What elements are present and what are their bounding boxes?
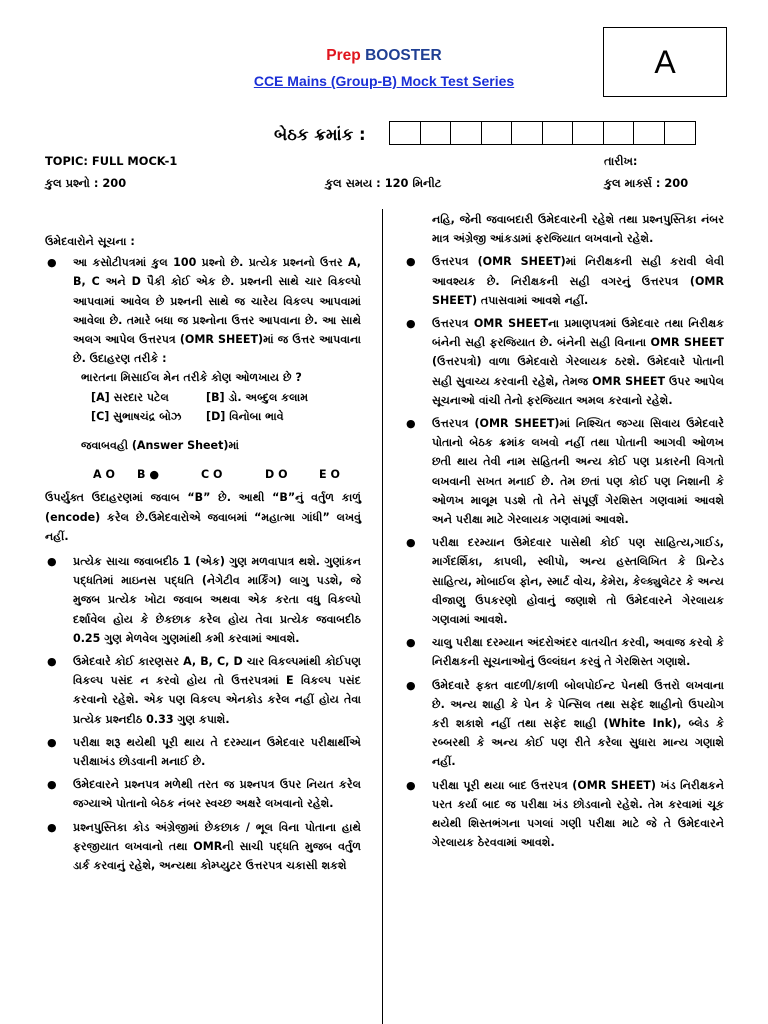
total-questions: કુલ પ્રશ્નો : 200 (45, 176, 127, 190)
answer-sheet-label: જવાબવહી (Answer Sheet)માં (81, 439, 239, 453)
instruction-item (45, 552, 361, 648)
column-divider (382, 209, 383, 1024)
instruction-text: પ્રશ્નપુસ્તિકા કોડ અંગ્રેજીમાં છેકછાક / ભૂલ વિના પોતાના હાથે ફરજીયાત લખવાનો તથા OMRની સાચી પદ્ધતિ મુજબ વર્તુળ ડાર્ક કરવાનું રહેશે, અન્યથા કોમ્પ્યુટર ઉત્તરપત્ર ચકાસી શકશે (73, 820, 361, 873)
instruction-text: પરીક્ષા પૂરી થયા બાદ ઉત્તરપત્ર (OMR SHEET) ખંડ નિરીક્ષકને પરત કર્યા બાદ જ પરીક્ષા ખંડ છોડવાનો રહેશે. તેમ કરવામાં ચૂક થયેથી શિસ્તભંગના પગલાં ગણી પરીક્ષા માટે જે તે ઉમેદવારને ગેરલાયક ઠેરવવામાં આવશે. (432, 778, 724, 850)
bubble-b: B ● (137, 468, 159, 482)
instruction-item (404, 314, 724, 410)
bullet-icon: ● (47, 555, 57, 569)
bullet-icon: ● (406, 317, 416, 331)
example-note: ઉપર્યુક્ત ઉદાહરણમાં જવાબ “B” છે. આથી “B”નું વર્તુળ કાળું (encode) કરેલ છે.ઉમેદવારોએ જવાબમાં “મહાત્મા ગાંધી” લખવું નહીં. (45, 491, 361, 543)
bullet-icon: ● (47, 778, 57, 792)
seat-digit-box[interactable] (543, 122, 574, 144)
bullet-icon: ● (406, 678, 416, 692)
instruction-text: આ કસોટીપત્રમાં કુલ 100 પ્રશ્નો છે. પ્રત્યેક પ્રશ્નનો ઉત્તર A, B, C અને D પૈકી કોઈ એક છે. પ્રશ્નની સાથે ચાર વિકલ્પો આપવામાં આવેલ છે પ્રશ્નની સાથે જ ચારેય વિકલ્પ આપવામાં આવેલા છે. તમારે બધા જ પ્રશ્નોના ઉત્તર આપવાના છે. આ સાથે અલગ આપેલ ઉત્તરપત્ર (OMR SHEET)માં જ ઉત્તર આપવાના છે. ઉદાહરણ તરીકે : (73, 256, 361, 366)
seat-digit-box[interactable] (573, 122, 604, 144)
seat-digit-box[interactable] (451, 122, 482, 144)
topic-label: TOPIC: FULL MOCK-1 (45, 154, 178, 168)
seat-digit-box[interactable] (421, 122, 452, 144)
instruction-text: પ્રત્યેક સાચા જવાબદીઠ 1 (એક) ગુણ મળવાપાત્ર થશે. ગુણાંકન પદ્ધતિમાં માઇનસ પદ્ધતિ (નેગેટીવ માર્કિંગ) લાગુ પડશે, જે મુજબ પ્રત્યેક ખોટા જવાબ અથવા એક કરતા વધુ વિકલ્પો દર્શાવેલ હોય કે છેકછાક કરેલ હોય તેવા પ્રત્યેક જવાબદીઠ 0.25 ગુણ મેળવેલ ગુણમાંથી કમી કરવામાં આવશે. (73, 555, 361, 645)
seat-number-label: બેઠક ક્રમાંક : (274, 125, 366, 144)
instruction-item (404, 210, 724, 248)
instruction-item (45, 733, 361, 771)
bullet-icon: ● (47, 735, 57, 749)
bullet-icon: ● (406, 255, 416, 269)
instruction-item (45, 818, 361, 876)
instruction-text: પરીક્ષા દરમ્યાન ઉમેદવાર પાસેથી કોઈ પણ સાહિત્ય,ગાઈડ, માર્ગદર્શિકા, કાપલી, સ્લીપો, અન્ય હસ્તલિખિત કે પ્રિન્ટેડ સાહિત્ય, મોબાઈલ ફોન, સ્માર્ટ વોચ, કેમેરા, કેલ્ક્યુલેટર કે અન્ય વીજાણુ ઉપકરણો હોવાનું જણાશે તો ઉમેદવારને ગેરલાયક ગણવામાં આવશે. (432, 536, 724, 627)
instruction-item (404, 633, 724, 671)
seat-digit-box[interactable] (634, 122, 665, 144)
instruction-item (404, 414, 724, 529)
seat-digit-box[interactable] (512, 122, 543, 144)
total-time: કુલ સમય : 120 મિનીટ (325, 176, 442, 190)
option-d: [D] વિનોબા ભાવે (206, 409, 284, 423)
brand-booster: BOOSTER (365, 47, 442, 64)
instructions-left-column (45, 232, 361, 879)
bubble-e: E O (319, 468, 340, 482)
bullet-icon: ● (47, 820, 57, 834)
instruction-text: ઉમેદવારે ફક્ત વાદળી/કાળી બોલપોઈન્ટ પેનથી ઉત્તરો લખવાના છે. અન્ય શાહી કે પેન કે પેન્સિલ તથા સફેદ શાહીનો ઉપયોગ કરી શકાશે નહીં તથા સફેદ શાહી (White Ink), બ્લેડ કે રબ્બરથી કે અન્ય કોઈ પણ રીતે કરેલા સુધારા માન્ય ગણાશે નહીં. (432, 678, 724, 769)
bullet-icon: ● (406, 536, 416, 550)
option-a: [A] સરદાર પટેલ (91, 390, 169, 404)
bullet-icon: ● (406, 636, 416, 650)
seat-digit-box[interactable] (604, 122, 635, 144)
instruction-text: ઉમેદવારે કોઈ કારણસર A, B, C, D ચાર વિકલ્પમાંથી કોઈપણ વિકલ્પ પસંદ ન કરવો હોય તો ઉત્તરપત્રમાં E વિકલ્પ પસંદ કરવાનો રહેશે. એક પણ વિકલ્પ એનકોડ કરેલ નહીં હોય તેવા પ્રત્યેક પ્રશ્નદીઠ 0.33 ગુણ કપાશે. (73, 655, 361, 726)
instruction-item (45, 253, 361, 484)
seat-digit-box[interactable] (665, 122, 696, 144)
date-label: તારીખ: (604, 154, 638, 168)
set-code-box: A (603, 27, 727, 97)
instruction-text: પરીક્ષા શરૂ થયેથી પૂરી થાય તે દરમ્યાન ઉમેદવાર પરીક્ષાર્થીએ પરીક્ષાખંડ છોડવાની મનાઈ છે. (73, 735, 361, 769)
instruction-text: ઉમેદવારને પ્રશ્નપત્ર મળેથી તરત જ પ્રશ્નપત્ર ઉપર નિયત કરેલ જગ્યાએ પોતાનો બેઠક નંબર સ્વચ્છ અક્ષરે લખવાનો રહેશે. (73, 778, 361, 811)
instructions-right-column (404, 210, 724, 857)
instruction-text: ચાલુ પરીક્ષા દરમ્યાન અંદરોઅંદર વાતચીત કરવી, અવાજ કરવો કે નિરીક્ષકની સૂચનાઓનું ઉલ્લંઘન કરવું તે ગેરશિસ્ત ગણાશે. (432, 636, 724, 669)
instruction-item (404, 676, 724, 772)
seat-digit-box[interactable] (390, 122, 421, 144)
bubble-c: C O (201, 468, 223, 482)
brand-prep: Prep (326, 47, 361, 64)
bubble-d: D O (265, 468, 288, 482)
option-c: [C] સુભાષચંદ્ર બોઝ (91, 409, 182, 423)
instruction-text: ઉત્તરપત્ર (OMR SHEET)માં નિરીક્ષકની સહી કરાવી લેવી આવશ્યક છે. નિરીક્ષકની સહી વગરનું ઉત્તરપત્ર (OMR SHEET) તપાસવામાં આવશે નહીં. (432, 255, 724, 307)
instruction-item (45, 775, 361, 813)
instruction-text: ઉત્તરપત્ર (OMR SHEET)માં નિશ્ચિત જગ્યા સિવાય ઉમેદવારે પોતાનો બેઠક ક્રમાંક લખવો નહીં તથા પોતાની આગવી ઓળખ છતી થાય તેવી નામ સહિતની અન્ય કોઈ પણ પ્રકારની વિગતો લખવાની સખત મનાઈ છે. તેમ છતાં પણ કોઈ પણ નિશાની કે ઓળખ માલૂમ પડશે તો તેને સંપૂર્ણ ગેરશિસ્ત ગણવામાં આવશે અને પરીક્ષા માટે ગેરલાયક ગણવામાં આવશે. (432, 417, 724, 527)
instruction-item (404, 776, 724, 853)
seat-digit-box[interactable] (482, 122, 513, 144)
instructions-heading: ઉમેદવારોને સૂચના : (45, 235, 135, 248)
bullet-icon: ● (47, 256, 57, 270)
instruction-item (404, 533, 724, 629)
bullet-icon: ● (47, 655, 57, 669)
bullet-icon: ● (406, 417, 416, 431)
instruction-item (45, 652, 361, 729)
option-b: [B] ડો. અબ્દુલ કલામ (206, 390, 309, 404)
seat-number-boxes[interactable] (389, 121, 696, 145)
example-question: ભારતના મિસાઈલ મેન તરીકે કોણ ઓળખાય છે ? (81, 371, 302, 385)
instruction-item (404, 252, 724, 310)
instruction-text: નહિ, જેની જવાબદારી ઉમેદવારની રહેશે તથા પ્રશ્નપુસ્તિકા નંબર માત્ર અંગ્રેજી આંકડામાં ફરજિયાત લખવાનો રહેશે. (432, 213, 724, 246)
series-link[interactable]: CCE Mains (Group-B) Mock Test Series (253, 73, 515, 89)
bullet-icon: ● (406, 778, 416, 792)
instruction-text: ઉત્તરપત્ર OMR SHEETના પ્રમાણપત્રમાં ઉમેદવાર તથા નિરીક્ષક બંનેની સહી ફરજિયાત છે. બંનેની સહી વિનાના OMR SHEET (ઉત્તરપત્રો) વાળા ઉમેદવારો ગેરલાયક ઠરશે. ઉમેદવારે પોતાની સહી સુવાચ્ય કરવાની રહેશે, તેમજ OMR SHEET ઉપર આપેલ સૂચનાઓ વાંચી તેનો ફરજિયાત અમલ કરવાનો રહેશે. (432, 317, 724, 407)
total-marks: કુલ માર્ક્સ : 200 (604, 176, 689, 190)
bubble-a: A O (93, 468, 115, 482)
